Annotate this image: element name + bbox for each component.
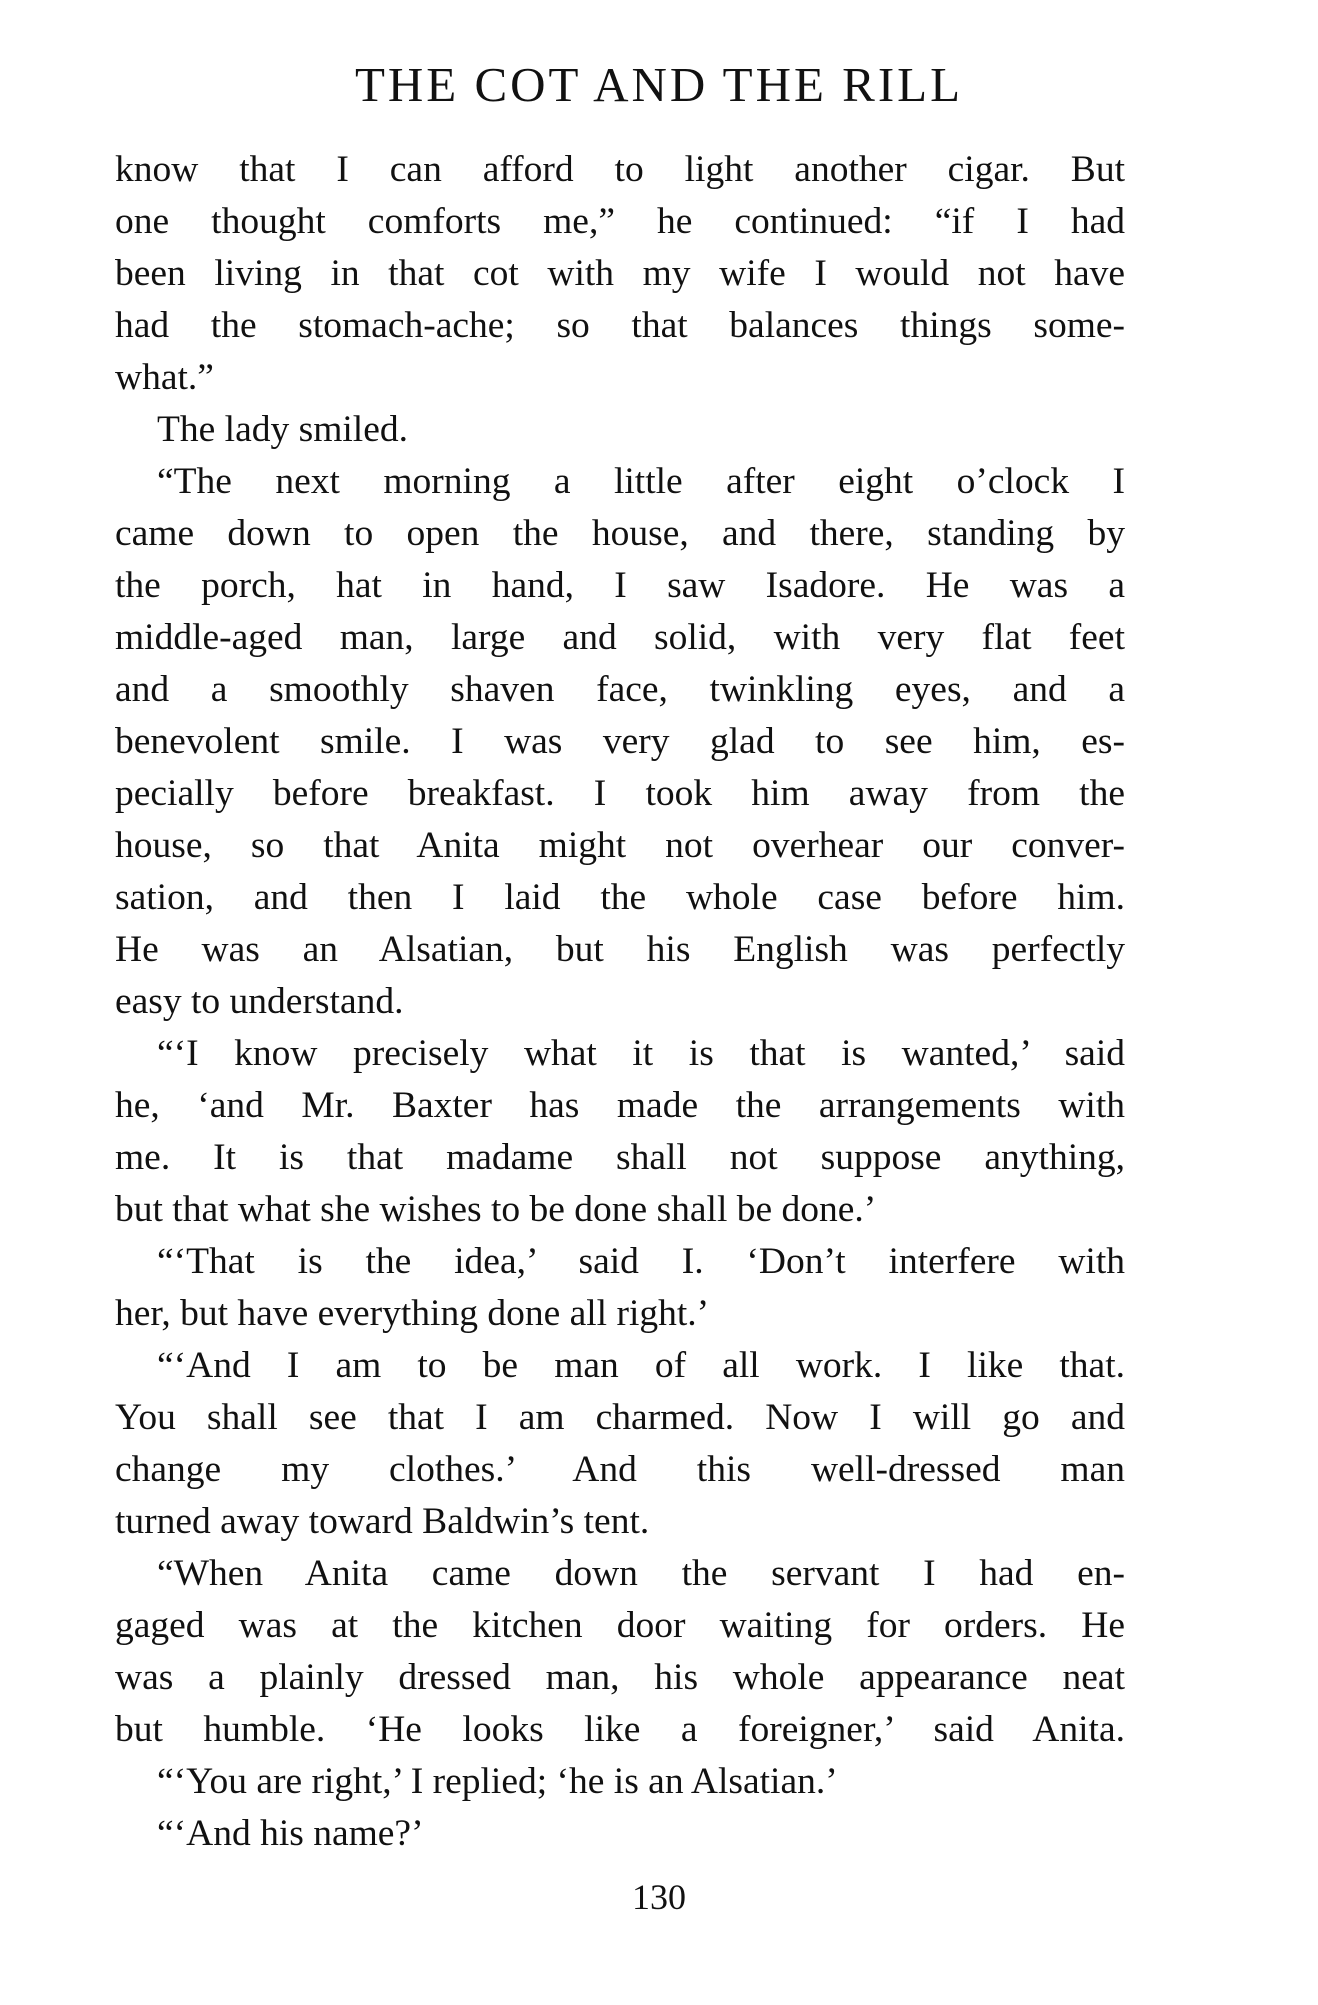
text-line: was a plainly dressed man, his whole appearance neat (115, 1657, 1125, 1698)
text-line: “‘I know precisely what it is that is wanted,’ said (157, 1033, 1125, 1074)
text-line: gaged was at the kitchen door waiting for orders. He (115, 1605, 1125, 1646)
text-line: pecially before breakfast. I took him away from the (115, 773, 1125, 814)
text-line: been living in that cot with my wife I would not have (115, 253, 1125, 294)
text-line: what.” (115, 357, 214, 398)
text-line: “When Anita came down the servant I had en- (157, 1553, 1125, 1594)
text-line: change my clothes.’ And this well-dressed man (115, 1449, 1125, 1490)
text-line: me. It is that madame shall not suppose anything, (115, 1137, 1125, 1178)
text-line: “‘And his name?’ (157, 1813, 424, 1854)
text-line: “‘That is the idea,’ said I. ‘Don’t interfere with (157, 1241, 1125, 1282)
text-line: You shall see that I am charmed. Now I will go and (115, 1397, 1125, 1438)
text-line: but that what she wishes to be done shall be done.’ (115, 1189, 877, 1230)
text-line: house, so that Anita might not overhear our conver- (115, 825, 1125, 866)
text-line: turned away toward Baldwin’s tent. (115, 1501, 650, 1542)
text-line: “‘You are right,’ I replied; ‘he is an Alsatian.’ (157, 1761, 838, 1802)
running-head: THE COT AND THE RILL (354, 57, 964, 112)
body-text (115, 144, 1125, 1860)
page-number: 130 (632, 1877, 686, 1917)
text-line: “The next morning a little after eight o’clock I (157, 461, 1125, 502)
text-line: the porch, hat in hand, I saw Isadore. He was a (115, 565, 1125, 606)
text-line: middle-aged man, large and solid, with very flat feet (115, 617, 1125, 658)
text-line: came down to open the house, and there, standing by (115, 513, 1125, 554)
text-line: The lady smiled. (157, 409, 408, 450)
text-line: know that I can afford to light another cigar. But (115, 149, 1125, 190)
text-line: He was an Alsatian, but his English was perfectly (115, 929, 1125, 970)
text-line: benevolent smile. I was very glad to see him, es- (115, 721, 1125, 762)
text-line: sation, and then I laid the whole case before him. (115, 877, 1125, 918)
text-line: had the stomach-ache; so that balances things some- (115, 305, 1125, 346)
text-line: one thought comforts me,” he continued: “if I had (115, 201, 1125, 242)
text-line: her, but have everything done all right.’ (115, 1293, 710, 1334)
text-line: easy to understand. (115, 981, 404, 1022)
text-line: but humble. ‘He looks like a foreigner,’ said Anita. (115, 1709, 1125, 1750)
text-line: and a smoothly shaven face, twinkling eyes, and a (115, 669, 1125, 710)
text-line: he, ‘and Mr. Baxter has made the arrangements with (115, 1085, 1125, 1126)
text-line: “‘And I am to be man of all work. I like that. (157, 1345, 1125, 1386)
